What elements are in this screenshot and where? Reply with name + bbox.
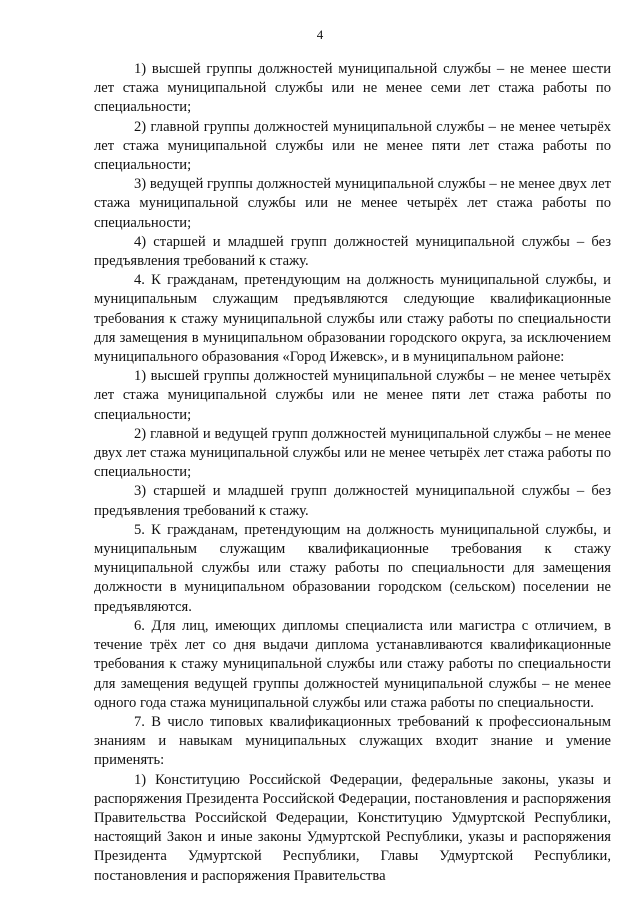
paragraph-section-4-item-1: 1) высшей группы должностей муниципальной службы – не менее четырёх лет стажа муниципальной службы или не менее пяти лет стажа работы по специальности; (94, 368, 611, 423)
paragraph-section-6: 6. Для лиц, имеющих дипломы специалиста или магистра с отличием, в течение трёх лет со дня выдачи диплома устанавливаются квалификационные требования к стажу муниципальной службы или стажу работы по специальности для замещения ведущей группы должностей муниципальной службы – не менее одного года стажа муниципальной службы или стажа работы по специальности. (94, 617, 611, 711)
paragraph-section-4: 4. К гражданам, претендующим на должность муниципальной службы, и муниципальным служащим предъявляются следующие квалификационные требования к стажу муниципальной службы или стажу работы по специальности для замещения в муниципальном образовании городского округа, за исключением муниципального образования «Город Ижевск», и в муниципальном районе: (94, 272, 611, 366)
paragraph-item-2-main-group: 2) главной группы должностей муниципальной службы – не менее четырёх лет стажа муниципальной службы или не менее пяти лет стажа работы по специальности; (94, 118, 611, 174)
page-number: 4 (316, 27, 324, 42)
paragraph-section-7: 7. В число типовых квалификационных требований к профессиональным знаниям и навыкам муниципальных служащих входит знание и умение применять: (94, 713, 611, 769)
paragraph-section-4-item-3: 3) старшей и младшей групп должностей муниципальной службы – без предъявления требований к стажу. (94, 483, 611, 519)
paragraph-section-4-item-2: 2) главной и ведущей групп должностей муниципальной службы – не менее двух лет стажа муниципальной службы или не менее четырёх лет стажа работы по специальности; (94, 425, 611, 481)
document-body (94, 60, 611, 886)
paragraph-section-7-item-1: 1) Конституцию Российской Федерации, федеральные законы, указы и распоряжения Президента Российской Федерации, постановления и распоряжения Правительства Российской Федерации, Конституцию Удмуртской Республики, настоящий Закон и иные законы Удмуртской Республики, указы и распоряжения Президента Удмуртской Республики, Главы Удмуртской Республики, постановления и распоряжения Правительства (94, 771, 611, 884)
paragraph-item-3-leading-group: 3) ведущей группы должностей муниципальной службы – не менее двух лет стажа муниципальной службы или не менее четырёх лет стажа работы по специальности; (94, 176, 611, 231)
paragraph-item-1-senior-group: 1) высшей группы должностей муниципальной службы – не менее шести лет стажа муниципальной службы или не менее семи лет стажа работы по специальности; (94, 61, 611, 116)
paragraph-item-4-junior-groups: 4) старшей и младшей групп должностей муниципальной службы – без предъявления требований к стажу. (94, 233, 611, 270)
paragraph-section-5: 5. К гражданам, претендующим на должность муниципальной службы, и муниципальным служащим квалификационные требования к стажу муниципальной службы или стажу работы по специальности для замещения должности в муниципальном образовании городском (сельском) поселении не предъявляются. (94, 521, 611, 615)
